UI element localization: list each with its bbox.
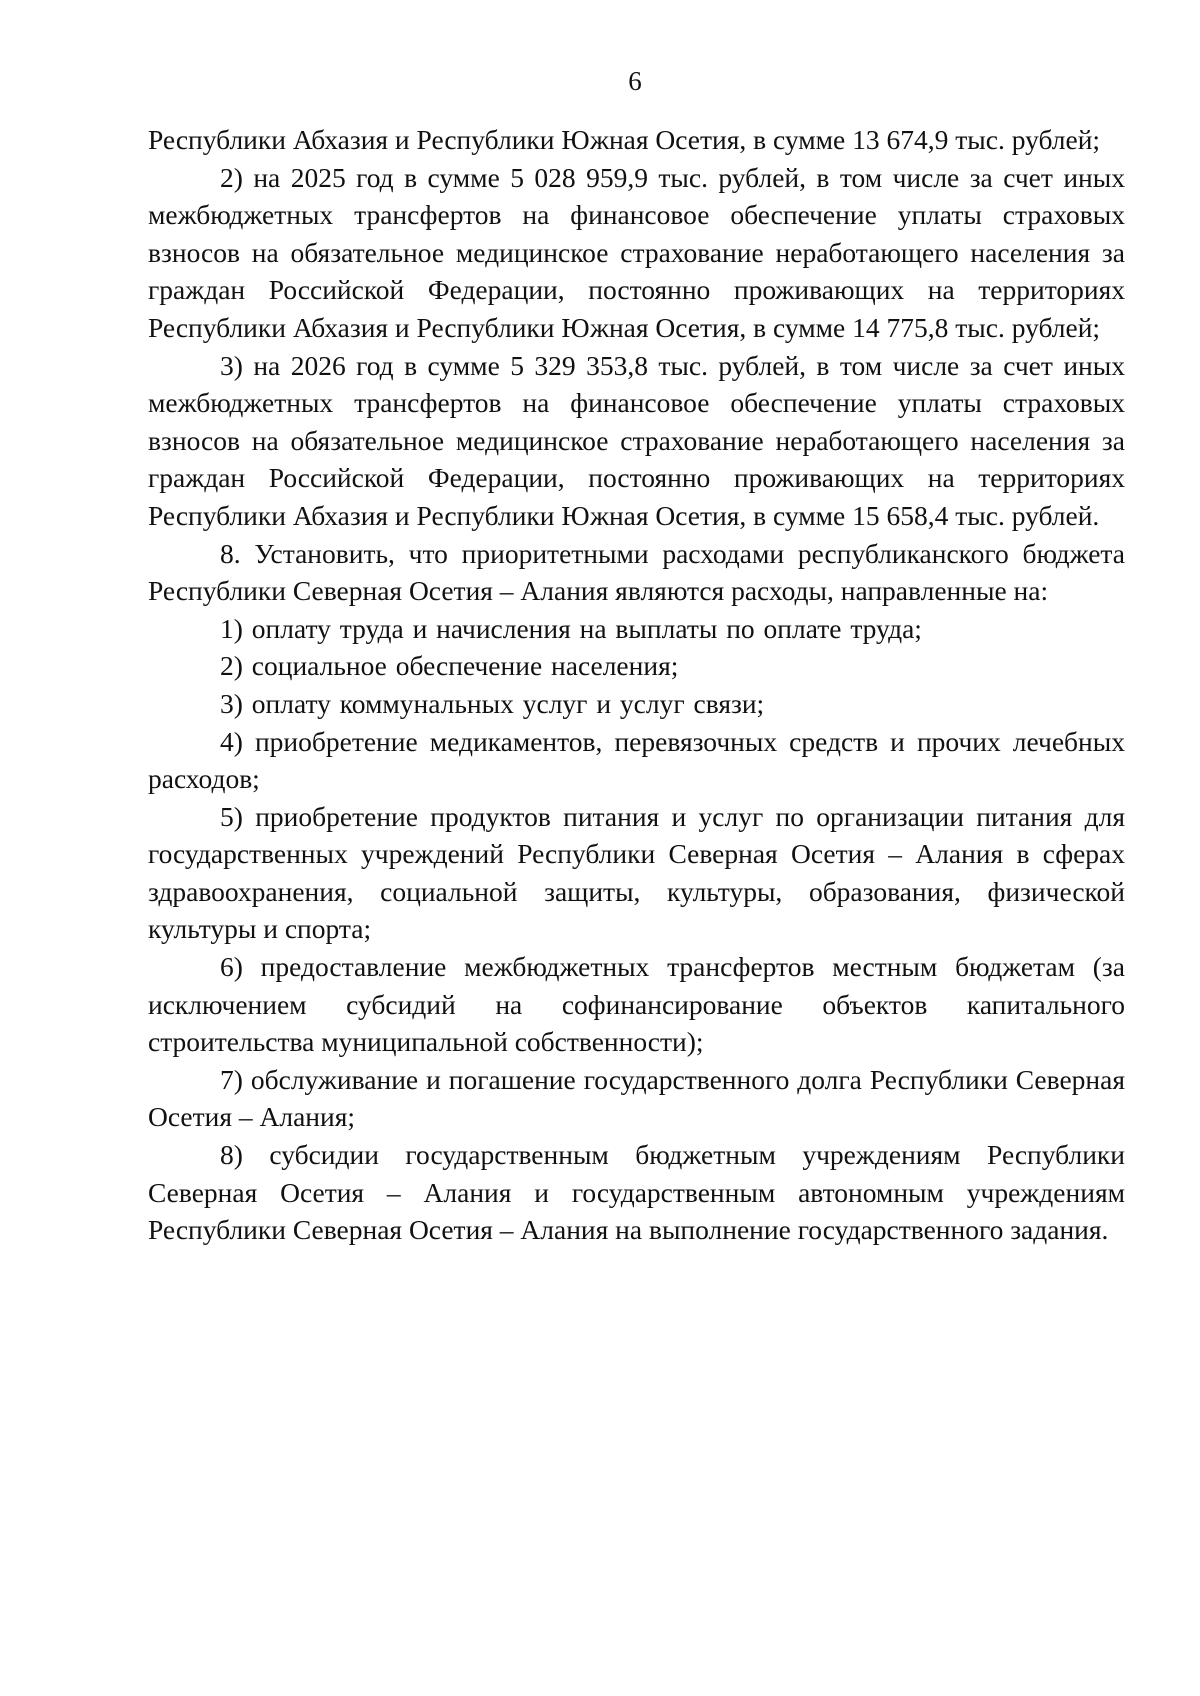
paragraph-continuation: Республики Абхазия и Республики Южная Осетия, в сумме 13 674,9 тыс. рублей;: [148, 124, 1101, 155]
page-number: 6: [628, 66, 642, 96]
list-item-8: 8) субсидии государственным бюджетным учреждениям Республики Северная Осетия – Алания и государственным автономным учреждениям Республики Северная Осетия – Алания на выполнение государственного задания.: [148, 1139, 1125, 1246]
list-item-5: 5) приобретение продуктов питания и услуг по организации питания для государственных учреждений Республики Северная Осетия – Алания в сферах здравоохранения, социальной защиты, культуры, образования, физической культуры и спорта;: [148, 800, 1125, 945]
list-item-7: 7) обслуживание и погашение государственного долга Республики Северная Осетия – Алания;: [148, 1063, 1125, 1133]
list-item-1: 1) оплату труда и начисления на выплаты по оплате труда;: [220, 612, 922, 644]
document-body: [148, 121, 1125, 1249]
paragraph-2026-amount: 3) на 2026 год в сумме 5 329 353,8 тыс. рублей, в том числе за счет иных межбюджетных трансфертов на финансовое обеспечение уплаты страховых взносов на обязательное медицинское страхование неработающего населения за граждан Российской Федерации, постоянно проживающих на территориях Республики Абхазия и Республики Южная Осетия, в сумме 15 658,4 тыс. рублей.: [148, 349, 1125, 531]
paragraph-2025-amount: 2) на 2025 год в сумме 5 028 959,9 тыс. рублей, в том числе за счет иных межбюджетных трансфертов на финансовое обеспечение уплаты страховых взносов на обязательное медицинское страхование неработающего населения за граждан Российской Федерации, постоянно проживающих на территориях Республики Абхазия и Республики Южная Осетия, в сумме 14 775,8 тыс. рублей;: [148, 161, 1125, 343]
list-item-4: 4) приобретение медикаментов, перевязочных средств и прочих лечебных расходов;: [148, 725, 1125, 795]
list-item-6: 6) предоставление межбюджетных трансфертов местным бюджетам (за исключением субсидий на софинансирование объектов капитального строительства муниципальной собственности);: [148, 951, 1125, 1058]
paragraph-item-8-priority-expenses: 8. Установить, что приоритетными расходами республиканского бюджета Республики Северная Осетия – Алания являются расходы, направленные на:: [148, 537, 1125, 607]
list-item-2: 2) социальное обеспечение населения;: [220, 650, 679, 682]
list-item-3: 3) оплату коммунальных услуг и услуг связи;: [220, 687, 765, 719]
